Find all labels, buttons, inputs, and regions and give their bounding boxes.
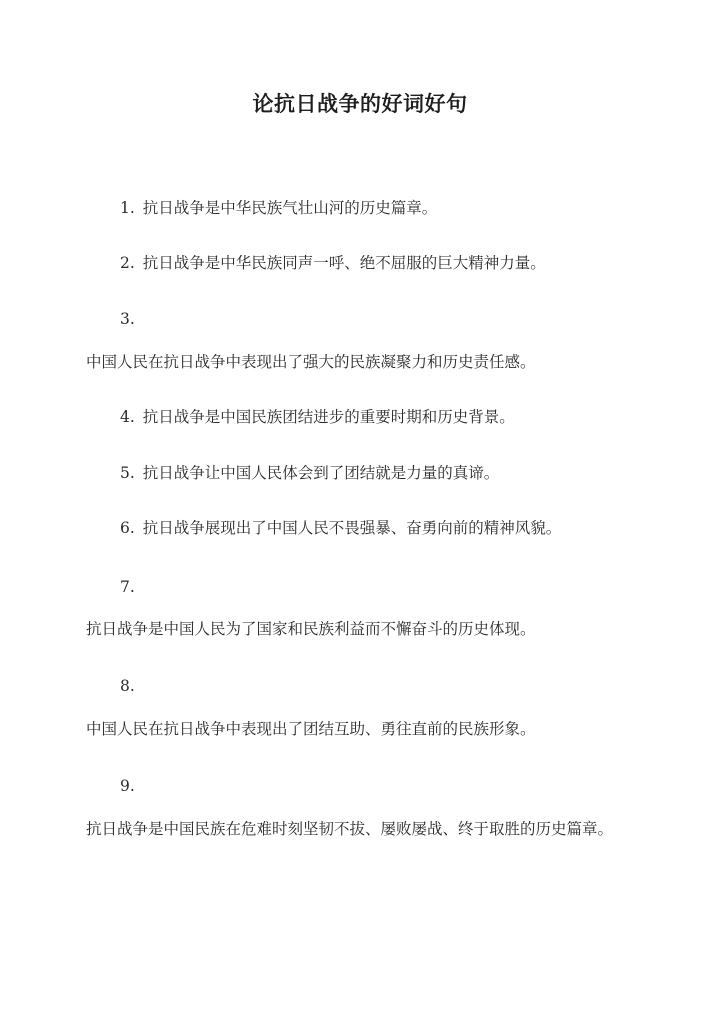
item-number: 3. — [120, 310, 135, 328]
item-text: 抗日战争是中华民族同声一呼、绝不屈服的巨大精神力量。 — [142, 254, 546, 272]
list-item-8-text — [86, 718, 536, 740]
list-item-4 — [120, 406, 515, 428]
list-item-9-text — [86, 807, 636, 851]
item-number: 1. — [120, 199, 135, 217]
item-text: 中国人民在抗日战争中表现出了团结互助、勇往直前的民族形象。 — [86, 720, 536, 738]
list-item-8-number — [120, 675, 135, 697]
list-item-7-text — [86, 618, 536, 640]
item-text: 抗日战争是中国民族在危难时刻坚韧不拔、屡败屡战、终于取胜的历史篇章。 — [86, 820, 614, 838]
item-number: 7. — [120, 578, 135, 596]
list-item-1 — [120, 197, 437, 219]
item-text: 抗日战争是中国民族团结进步的重要时期和历史背景。 — [142, 408, 515, 426]
list-item-7-number — [120, 576, 135, 598]
list-item-2 — [120, 252, 546, 274]
list-item-9-number — [120, 775, 135, 797]
item-number: 6. — [120, 519, 135, 537]
list-item-6 — [120, 517, 561, 539]
item-text: 抗日战争是中华民族气壮山河的历史篇章。 — [142, 199, 438, 217]
item-number: 9. — [120, 777, 135, 795]
list-item-3-number — [120, 308, 135, 330]
item-text: 抗日战争展现出了中国人民不畏强暴、奋勇向前的精神风貌。 — [142, 519, 562, 537]
list-item-3-text — [86, 351, 536, 373]
item-number: 8. — [120, 677, 135, 695]
page-title: 论抗日战争的好词好句 — [252, 91, 468, 116]
item-number: 5. — [120, 464, 135, 482]
item-text: 抗日战争是中国人民为了国家和民族利益而不懈奋斗的历史体现。 — [86, 620, 536, 638]
item-number: 2. — [120, 254, 135, 272]
item-text: 抗日战争让中国人民体会到了团结就是力量的真谛。 — [142, 464, 500, 482]
list-item-5 — [120, 462, 499, 484]
item-text: 中国人民在抗日战争中表现出了强大的民族凝聚力和历史责任感。 — [86, 353, 536, 371]
item-number: 4. — [120, 408, 135, 426]
